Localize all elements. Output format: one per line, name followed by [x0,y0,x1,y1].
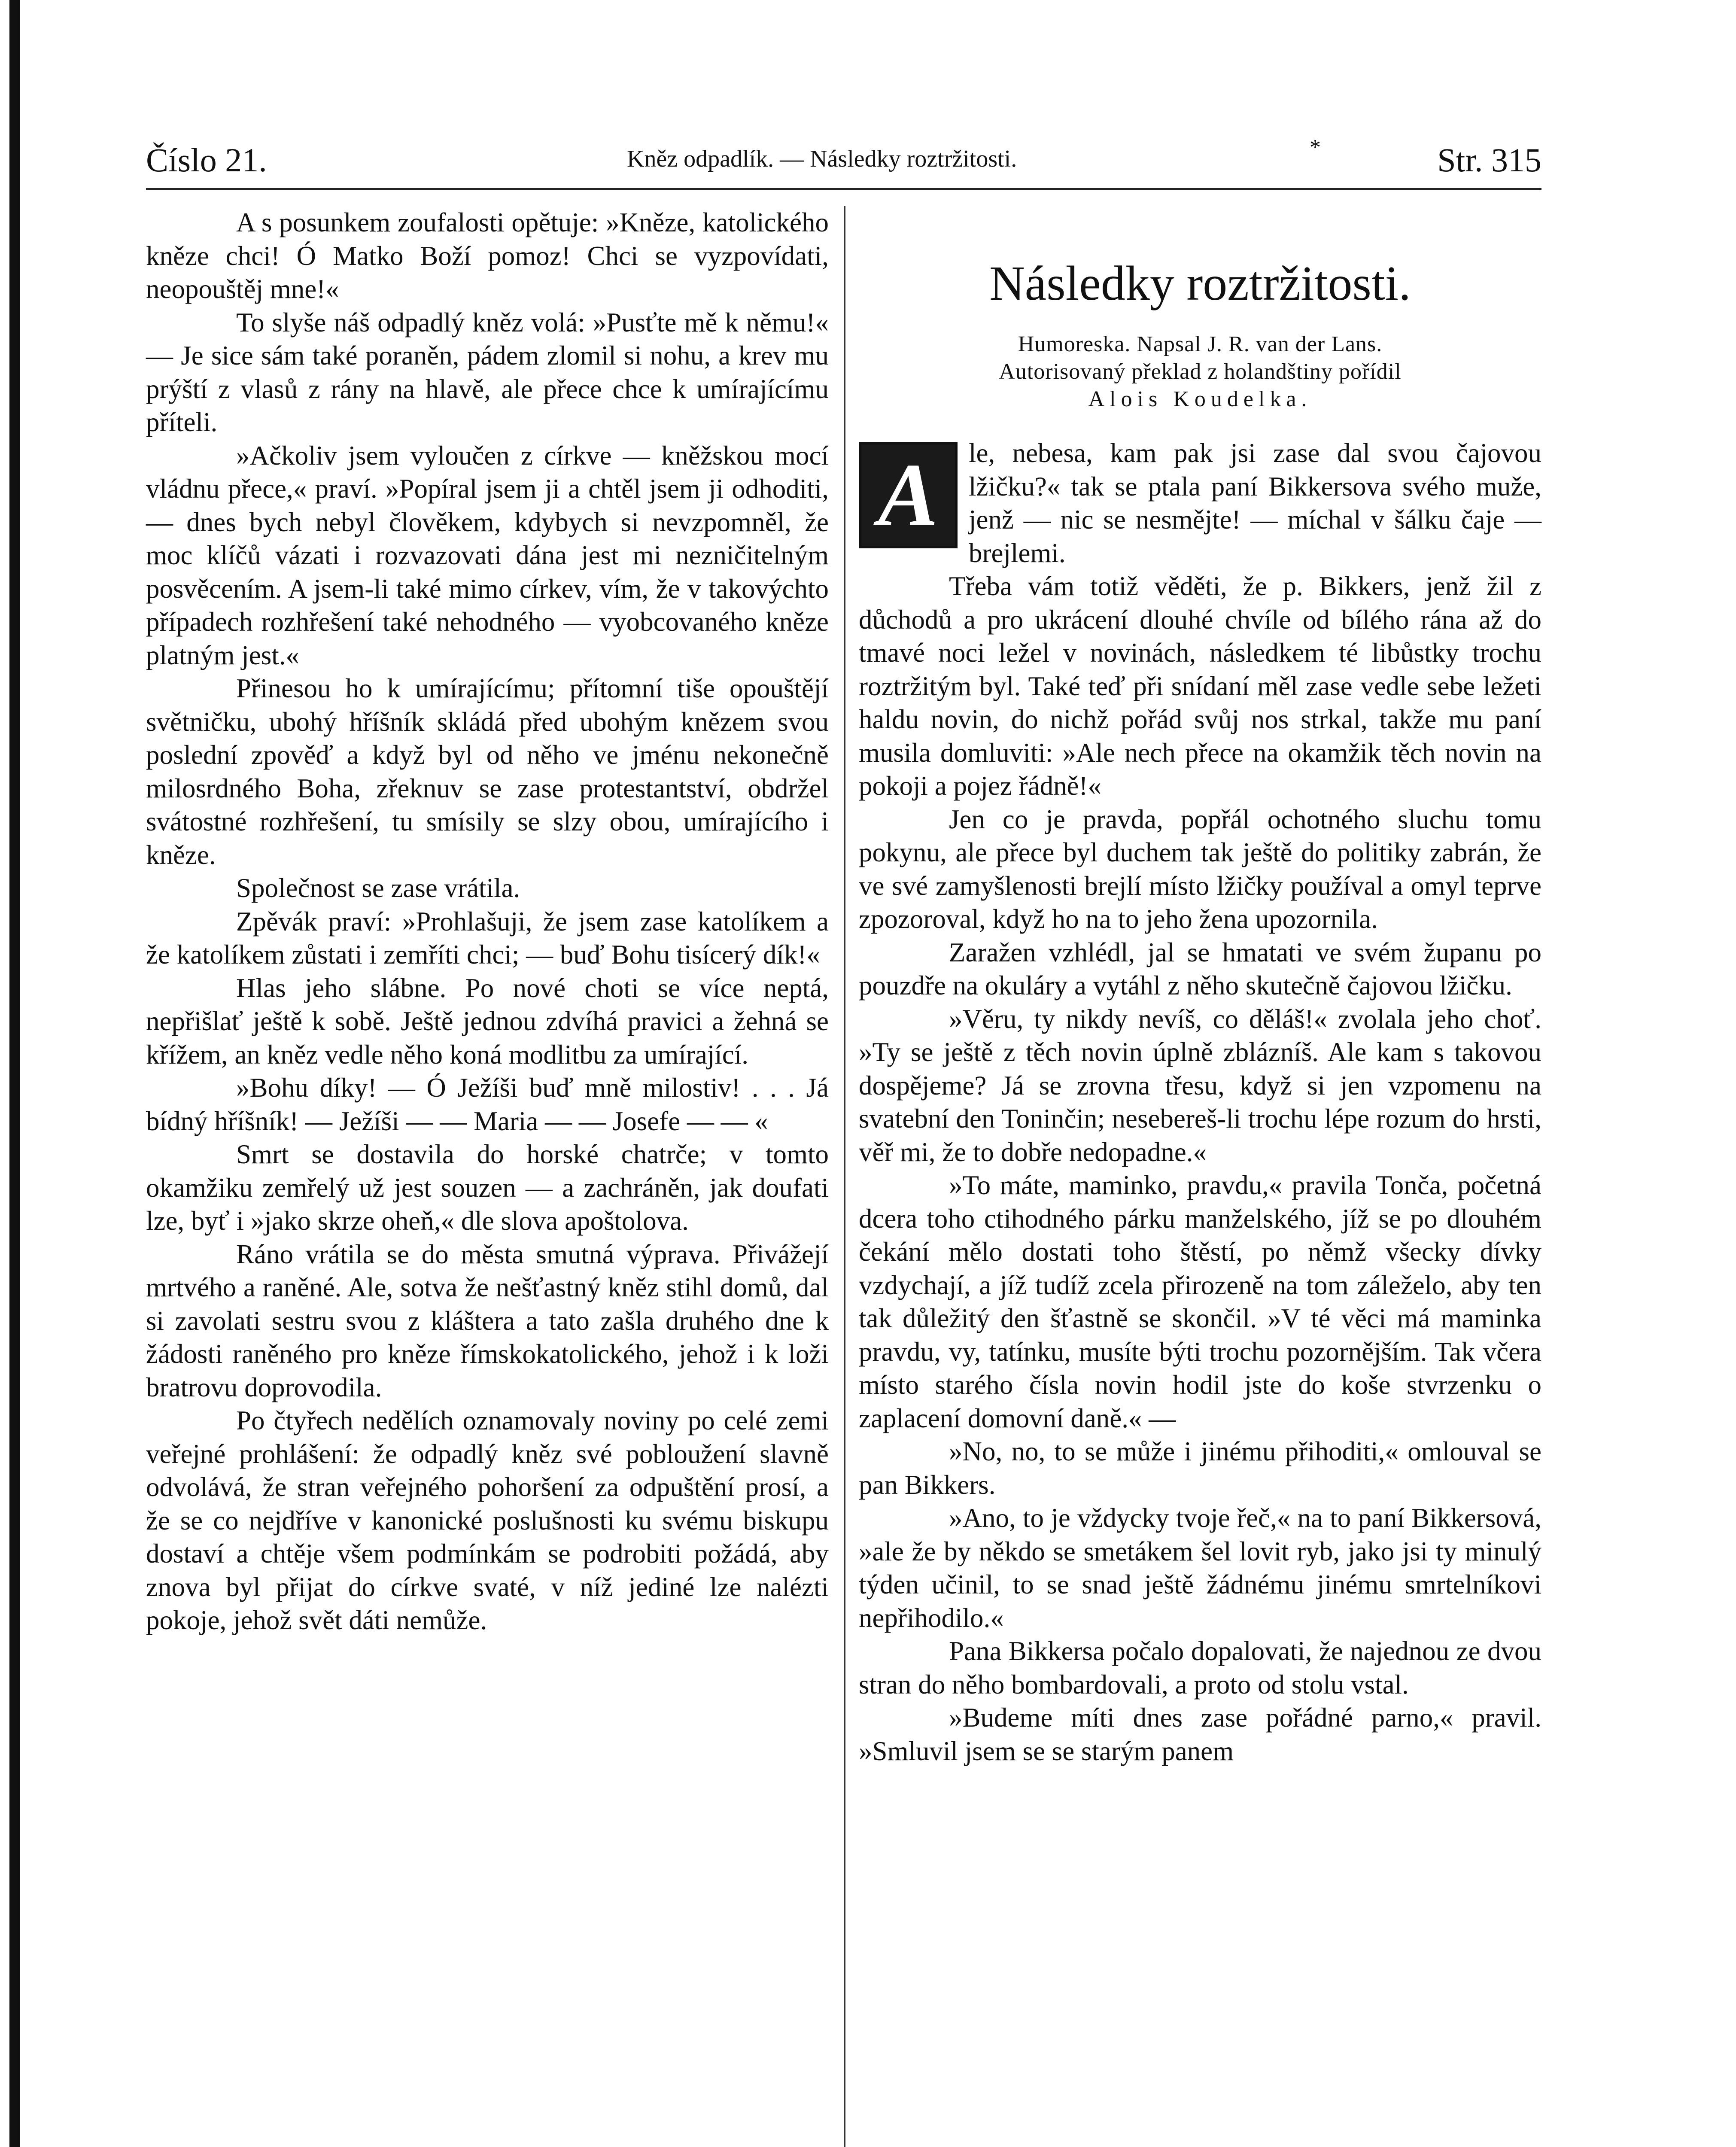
paragraph: »Věru, ty nikdy nevíš, co děláš!« zvolala jeho choť. »Ty se ještě z těch novin úplně zblázníš. Ale kam s takovou dospějeme? Já se zrovna třesu, když si jen vzpomenu na svatební den Toninčin; nesebereš-li trochu lépe rozum do hrsti, věř mi, že to dobře nedopadne.« [859,1004,1541,1167]
paragraph: Pana Bikkersa počalo dopalovati, že najednou ze dvou stran do něho bombardovali, a proto od stolu vstal. [859,1636,1541,1700]
paragraph: Hlas jeho slábne. Po nové choti se více neptá, nepřišlať ještě k sobě. Ještě jednou zdvíhá pravici a žehná se křížem, an kněz vedle něho koná modlitbu za umírající. [146,973,829,1070]
paragraph: Po čtyřech nedělích oznamovaly noviny po celé zemi veřejné prohlášení: že odpadlý kněz své pobloužení slavně odvolává, že stran veřejného pohoršení za odpuštění prosí, a že se co nejdříve v kanonické poslušnosti ku svému biskupu dostaví a chtěje všem podmínkám se podrobiti požádá, aby znova byl přijat do církve svaté, v níž jediné lze nalézti pokoje, jehož svět dáti nemůže. [146,1405,829,1635]
paragraph: To slyše náš odpadlý kněz volá: »Pusťte mě k němu!« — Je sice sám také poraněn, pádem zlomil si nohu, a krev mu prýští z vlasů z rány na hlavě, ale přece chce k umírajícímu příteli. [146,307,829,437]
issue-number: Číslo 21. [146,141,267,179]
first-paragraph-text: le, nebesa, kam pak jsi zase dal svou čajovou lžičku?« tak se ptala paní Bikkersova svého muže, jenž — nic se nesmějte! — míchal v šálku čaje — brejlemi. [969,438,1541,568]
right-column [859,206,1541,1768]
paragraph: Třeba vám totiž věděti, že p. Bikkers, jenž žil z důchodů a pro ukrácení dlouhé chvíle od bílého rána až do tmavé noci ležel v novinách, následkem té libůstky trochu roztržitým byl. Také teď při snídaní měl zase vedle sebe ležeti haldu novin, do nichž pořád svůj nos strkal, takže mu paní musila domluviti: »Ale nech přece na okamžik těch novin na pokoji a pojez řádně!« [859,571,1541,801]
paragraph: »Ačkoliv jsem vyloučen z církve — kněžskou mocí vládnu přece,« praví. »Popíral jsem ji a chtěl jsem ji odhoditi, — dnes bych nebyl člověkem, kdybych si nevzpomněl, že moc klíčů vázati i rozvazovati dána jest mi nezničitelným posvěcením. A jsem-li také mimo církev, vím, že v takovýchto případech rozhřešení také nehodného — vyobcovaného kněze platným jest.« [146,440,829,670]
column-divider [844,206,845,2147]
paragraph: »Bohu díky! — Ó Ježíši buď mně milostiv! . . . Já bídný hříšník! — Ježíši — — Maria — — Josefe — — « [146,1073,829,1136]
left-column [146,206,829,1637]
paragraph: »No, no, to se může i jinému přihoditi,« omlouval se pan Bikkers. [859,1436,1541,1500]
paragraph: Přinesou ho k umírajícímu; přítomní tiše opouštějí světničku, ubohý hříšník skládá před ubohým knězem svou poslední zpověď a když byl od něho ve jménu nekonečně milosrdného Boha, zřeknuv se zase protestantství, obdržel svátostné rozhřešení, tu smísily se slzy obou, umírajícího i kněze. [146,673,829,870]
first-paragraph [859,437,1541,570]
paragraph: »Budeme míti dnes zase pořádné parno,« pravil. »Smluvil jsem se se starým panem [859,1703,1541,1766]
paragraph: Jen co je pravda, popřál ochotného sluchu tomu pokynu, ale přece byl duchem tak ještě do politiky zabrán, že ve své zamyšlenosti brejlí místo lžičky používal a omyl teprve zpozoroval, když ho na to jeho žena upozornila. [859,804,1541,934]
byline: Humoreska. Napsal J. R. van der Lans. [1018,332,1383,356]
header-rule [146,188,1541,190]
page [146,129,1541,2147]
article-title: Následky roztržitosti. [989,256,1411,310]
translator-name: Alois Koudelka. [1088,387,1312,411]
translation-note: Autorisovaný překlad z holandštiny pořídil [999,359,1402,384]
paragraph: Smrt se dostavila do horské chatrče; v tomto okamžiku zemřelý už jest souzen — a zachráněn, jak doufati lze, byť i »jako skrze oheň,« dle slova apoštolova. [146,1139,829,1236]
paragraph: Zaražen vzhlédl, jal se hmatati ve svém županu po pouzdře na okuláry a vytáhl z něho skutečně čajovou lžičku. [859,937,1541,1001]
paragraph: Společnost se zase vrátila. [236,873,520,903]
article-body [859,437,1541,1768]
paragraph: »To máte, maminko, pravdu,« pravila Tonča, početná dcera toho ctihodného párku manželského, jíž se po dlouhém čekání mělo dostati toho štěstí, po němž všecky dívky vzdychají, a jíž tudíž zcela přirozeně na tom záleželo, aby ten tak důležitý den šťastně se skončil. »V té věci má maminka pravdu, vy, tatínku, musíte býti trochu pozornějším. Tak včera místo starého čísla novin hodil jste do koše stvrzenku o zaplacení domovní daně.« — [859,1170,1541,1433]
paragraph: »Ano, to je vždycky tvoje řeč,« na to paní Bikkersová, »ale že by někdo se smetákem šel lovit ryb, jako jsi ty minulý týden učinil, to se snad ještě žádnému jinému smrtelníkovi nepřihodilo.« [859,1503,1541,1633]
running-header [146,135,1541,188]
ink-mark: * [1310,135,1321,160]
paragraph: Zpěvák praví: »Prohlašuji, že jsem zase katolíkem a že katolíkem zůstati i zemříti chci; — buď Bohu tisícerý dík!« [146,906,829,970]
running-title: Kněz odpadlík. — Následky roztržitosti. [627,146,1017,172]
scan-edge-shadow [9,0,20,2147]
paragraph: Ráno vrátila se do města smutná výprava. Přivážejí mrtvého a raněné. Ale, sotva že nešťastný kněz stihl domů, dal si zavolati sestru svou z kláštera a tato zašla druhého dne k žádosti raněného pro kněze římskokatolického, jehož i k loži bratrovu doprovodila. [146,1239,829,1402]
drop-cap: A [859,442,958,548]
paragraph: A s posunkem zoufalosti opětuje: »Kněze, katolického kněze chci! Ó Matko Boží pomoz! Chci se vyzpovídati, neopouštěj mne!« [146,207,829,304]
page-number: Str. 315 [1437,141,1541,179]
